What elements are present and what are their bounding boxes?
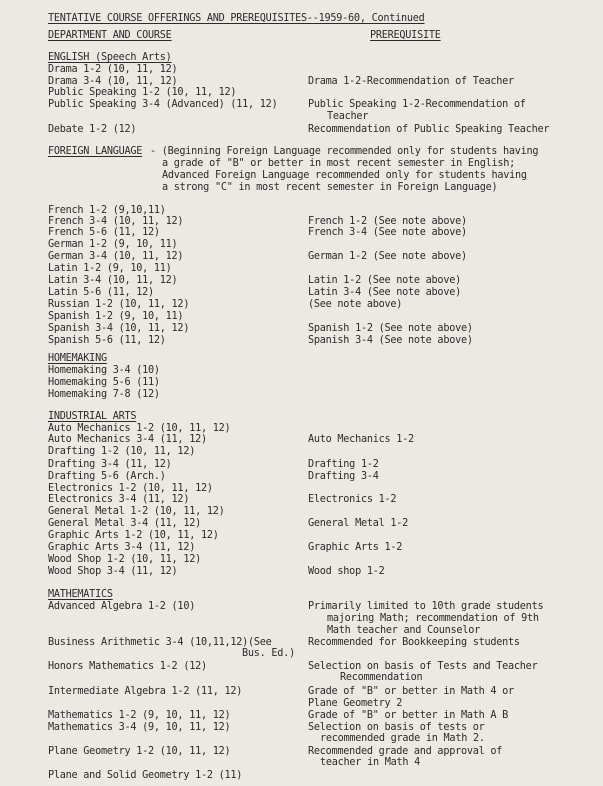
prerequisite-text: French 1-2 (See note above) bbox=[308, 216, 467, 227]
prerequisite-text-cont: Plane Geometry 2 bbox=[308, 698, 403, 709]
prerequisite-text-cont: recommended grade in Math 2. bbox=[320, 733, 485, 744]
column-header-prerequisite: PREREQUISITE bbox=[370, 30, 441, 41]
prerequisite-text: Spanish 1-2 (See note above) bbox=[308, 323, 473, 334]
course-row: Latin 5-6 (11, 12) bbox=[48, 287, 154, 298]
course-row: General Metal 3-4 (11, 12) bbox=[48, 518, 201, 529]
course-row: Business Arithmetic 3-4 (10,11,12)(See bbox=[48, 637, 272, 648]
section-heading-english: ENGLISH (Speech Arts) bbox=[48, 52, 172, 63]
prerequisite-text-cont: majoring Math; recommendation of 9th bbox=[327, 613, 539, 624]
course-row: Drafting 1-2 (10, 11, 12) bbox=[48, 446, 196, 457]
prerequisite-text: Public Speaking 1-2-Recommendation of bbox=[308, 99, 526, 110]
note-line: Advanced Foreign Language recommended only for students having bbox=[162, 170, 527, 181]
prerequisite-text: Drafting 1-2 bbox=[308, 459, 379, 470]
course-row: German 1-2 (9, 10, 11) bbox=[48, 239, 178, 250]
prerequisite-text: General Metal 1-2 bbox=[308, 518, 409, 529]
prerequisite-text: French 3-4 (See note above) bbox=[308, 227, 467, 238]
course-row: German 3-4 (10, 11, 12) bbox=[48, 251, 184, 262]
course-row: French 5-6 (11, 12) bbox=[48, 227, 160, 238]
course-row: Latin 3-4 (10, 11, 12) bbox=[48, 275, 178, 286]
prerequisite-text: Selection on basis of Tests and Teacher bbox=[308, 661, 538, 672]
course-row: Russian 1-2 (10, 11, 12) bbox=[48, 299, 190, 310]
course-row: Advanced Algebra 1-2 (10) bbox=[48, 601, 196, 612]
course-row: Mathematics 3-4 (9, 10, 11, 12) bbox=[48, 722, 231, 733]
course-row: Public Speaking 3-4 (Advanced) (11, 12) bbox=[48, 99, 278, 110]
prerequisite-text: Recommended for Bookkeeping students bbox=[308, 637, 520, 648]
section-heading-industrial-arts: INDUSTRIAL ARTS bbox=[48, 411, 137, 422]
course-row: Plane Geometry 1-2 (10, 11, 12) bbox=[48, 746, 231, 757]
course-row: General Metal 1-2 (10, 11, 12) bbox=[48, 506, 225, 517]
course-row: Wood Shop 1-2 (10, 11, 12) bbox=[48, 554, 201, 565]
prerequisite-text: Spanish 3-4 (See note above) bbox=[308, 335, 473, 346]
course-row-cont: Bus. Ed.) bbox=[242, 648, 295, 659]
section-heading-homemaking: HOMEMAKING bbox=[48, 353, 107, 364]
course-row: Drafting 3-4 (11, 12) bbox=[48, 459, 172, 470]
prerequisite-text: Auto Mechanics 1-2 bbox=[308, 434, 414, 445]
course-row: French 1-2 (9,10,11) bbox=[48, 205, 166, 216]
page-title: TENTATIVE COURSE OFFERINGS AND PREREQUISITES--1959-60, Continued bbox=[48, 13, 425, 24]
prerequisite-text: Recommended grade and approval of bbox=[308, 746, 503, 757]
prerequisite-text: Drafting 3-4 bbox=[308, 471, 379, 482]
course-row: Latin 1-2 (9, 10, 11) bbox=[48, 263, 172, 274]
column-header-department: DEPARTMENT AND COURSE bbox=[48, 30, 172, 41]
course-row: Mathematics 1-2 (9, 10, 11, 12) bbox=[48, 710, 231, 721]
prerequisite-text: Selection on basis of tests or bbox=[308, 722, 485, 733]
prerequisite-text: Recommendation of Public Speaking Teacher bbox=[308, 124, 550, 135]
course-row: Drafting 5-6 (Arch.) bbox=[48, 471, 166, 482]
course-row: Electronics 3-4 (11, 12) bbox=[48, 494, 190, 505]
course-row: Spanish 3-4 (10, 11, 12) bbox=[48, 323, 190, 334]
course-row: Plane and Solid Geometry 1-2 (11) bbox=[48, 770, 243, 781]
course-row: Public Speaking 1-2 (10, 11, 12) bbox=[48, 87, 237, 98]
note-line: a strong "C" in most recent semester in Foreign Language) bbox=[162, 182, 498, 193]
prerequisite-text: Drama 1-2-Recommendation of Teacher bbox=[308, 76, 514, 87]
course-row: Homemaking 7-8 (12) bbox=[48, 389, 160, 400]
note-line: - (Beginning Foreign Language recommended only for students having bbox=[150, 146, 539, 157]
course-row: Spanish 1-2 (9, 10, 11) bbox=[48, 311, 184, 322]
prerequisite-text-cont: Teacher bbox=[327, 111, 369, 122]
course-row: Drama 3-4 (10, 11, 12) bbox=[48, 76, 178, 87]
course-row: Homemaking 3-4 (10) bbox=[48, 365, 160, 376]
prerequisite-text: Primarily limited to 10th grade students bbox=[308, 601, 544, 612]
course-row: Intermediate Algebra 1-2 (11, 12) bbox=[48, 686, 243, 697]
course-row: Homemaking 5-6 (11) bbox=[48, 377, 160, 388]
course-row: Spanish 5-6 (11, 12) bbox=[48, 335, 166, 346]
prerequisite-text: Electronics 1-2 bbox=[308, 494, 397, 505]
prerequisite-text: Grade of "B" or better in Math A B bbox=[308, 710, 509, 721]
prerequisite-text: German 1-2 (See note above) bbox=[308, 251, 467, 262]
course-row: Drama 1-2 (10, 11, 12) bbox=[48, 64, 178, 75]
course-row: Wood Shop 3-4 (11, 12) bbox=[48, 566, 178, 577]
course-row: Graphic Arts 1-2 (10, 11, 12) bbox=[48, 530, 219, 541]
prerequisite-text: Grade of "B" or better in Math 4 or bbox=[308, 686, 514, 697]
note-line: a grade of "B" or better in most recent semester in English; bbox=[162, 158, 516, 169]
prerequisite-text: Graphic Arts 1-2 bbox=[308, 542, 403, 553]
prerequisite-text: (See note above) bbox=[308, 299, 403, 310]
course-row: Graphic Arts 3-4 (11, 12) bbox=[48, 542, 196, 553]
prerequisite-text-cont: teacher in Math 4 bbox=[320, 757, 421, 768]
course-row: Electronics 1-2 (10, 11, 12) bbox=[48, 483, 213, 494]
prerequisite-text: Latin 3-4 (See note above) bbox=[308, 287, 461, 298]
section-heading-foreign-language: FOREIGN LANGUAGE bbox=[48, 146, 143, 157]
section-heading-mathematics: MATHEMATICS bbox=[48, 589, 113, 600]
prerequisite-text-cont: Recommendation bbox=[340, 672, 423, 683]
course-row: French 3-4 (10, 11, 12) bbox=[48, 216, 184, 227]
course-row: Honors Mathematics 1-2 (12) bbox=[48, 661, 207, 672]
prerequisite-text: Wood shop 1-2 bbox=[308, 566, 385, 577]
prerequisite-text-cont: Math teacher and Counselor bbox=[327, 625, 480, 636]
course-row: Auto Mechanics 1-2 (10, 11, 12) bbox=[48, 423, 231, 434]
course-row: Auto Mechanics 3-4 (11, 12) bbox=[48, 434, 207, 445]
course-row: Debate 1-2 (12) bbox=[48, 124, 137, 135]
prerequisite-text: Latin 1-2 (See note above) bbox=[308, 275, 461, 286]
